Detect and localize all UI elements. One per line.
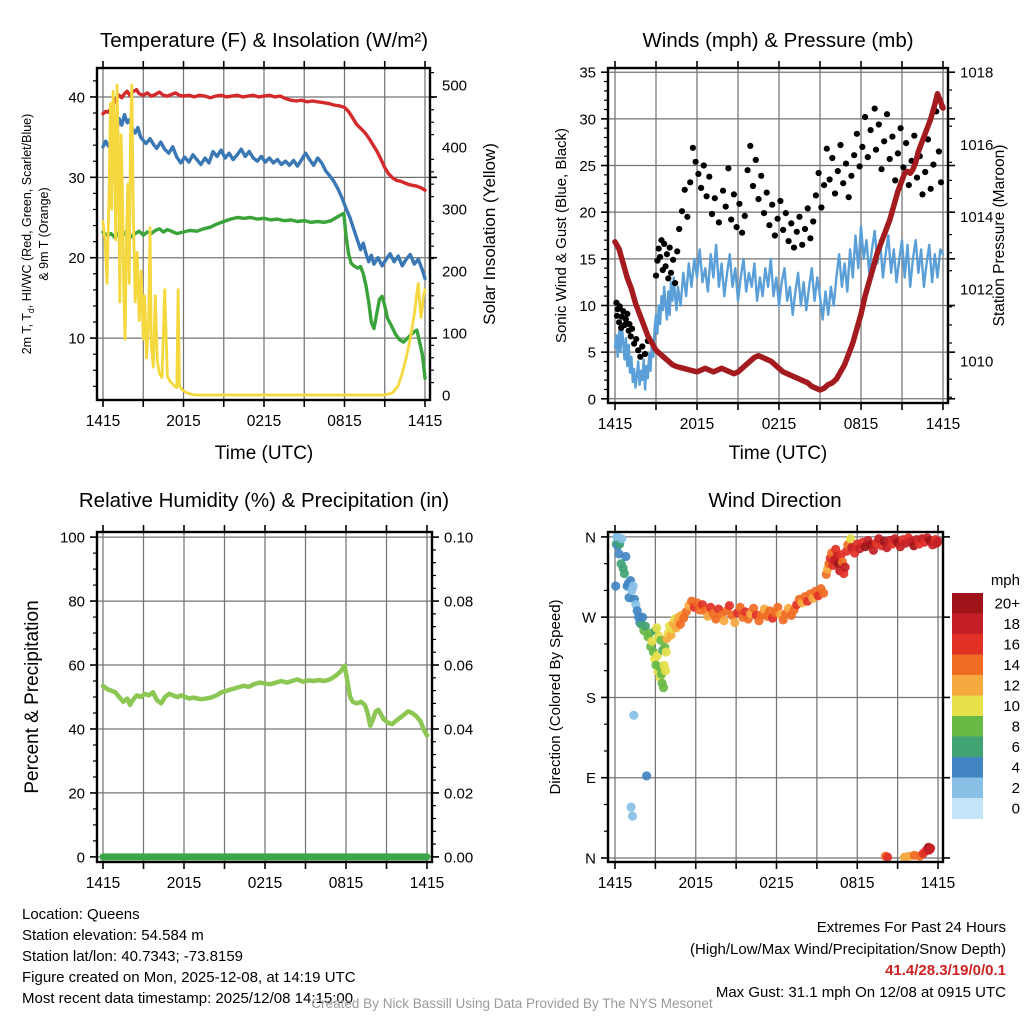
x-tick-label: 0815 [327, 413, 362, 430]
colorbar-label: 4 [1011, 759, 1020, 777]
y-axis-label-right: Solar Insolation (Yellow) [480, 143, 499, 325]
colorbar-label: 12 [1003, 677, 1020, 695]
colorbar-label: 10 [1003, 697, 1020, 715]
station-info [22, 904, 356, 1009]
y-left-tick-label: 0 [587, 391, 596, 409]
y-left-tick-label: 40 [68, 721, 85, 739]
y-axis-label-left: Percent & Precipitation [22, 600, 43, 794]
colorbar-label: 0 [1011, 800, 1020, 818]
x-tick-label: 0215 [246, 413, 282, 430]
colorbar-label: 2 [1011, 779, 1020, 797]
chart-temperature-insolation [20, 29, 499, 464]
y-left-tick-label: 10 [68, 330, 85, 348]
x-tick-label: 0215 [761, 416, 797, 433]
y-right-tick-label: 500 [442, 77, 468, 95]
x-tick-label: 2015 [679, 416, 715, 433]
y-right-tick-label: 100 [442, 325, 468, 343]
extremes-title: Extremes For Past 24 Hours [816, 919, 1006, 936]
y-right-tick-label: 400 [442, 139, 468, 157]
x-tick-label: 1415 [407, 413, 443, 430]
y-left-tick-label: 20 [68, 785, 85, 803]
chart-title-winds-pressure: Winds (mph) & Pressure (mb) [642, 29, 914, 52]
speed-colorbar [952, 572, 1020, 819]
y-right-tick-label: 0.04 [444, 721, 474, 739]
y-right-tick-label: 200 [442, 263, 468, 281]
y-left-tick-label: W [581, 609, 596, 627]
y-axis-label-left: 2m T, $T_d$, HI/WC (Red, Green, Scarlet/Blue) [20, 113, 36, 355]
y-right-tick-label: 1012 [960, 281, 994, 299]
colorbar-label: 8 [1011, 718, 1020, 736]
chart-humidity-precipitation [22, 489, 473, 892]
x-tick-label: 0815 [840, 875, 875, 892]
y-right-tick-label: 0.00 [444, 849, 474, 867]
x-tick-label: 2015 [678, 875, 713, 892]
colorbar-label: 6 [1011, 738, 1020, 756]
credit-line: Created By Nick Bassill Using Data Provided By The NYS Mesonet [311, 996, 713, 1011]
y-left-tick-label: 30 [68, 169, 85, 187]
extremes-values: 41.4/28.3/19/0/0.1 [885, 962, 1006, 979]
y-left-tick-label: N [585, 850, 596, 868]
y-left-tick-label: 100 [59, 529, 85, 547]
y-right-tick-label: 0 [442, 387, 451, 405]
x-axis-label: Time (UTC) [214, 443, 314, 464]
colorbar-label: 16 [1003, 636, 1020, 654]
timestamp-line: Most recent data timestamp: 2025/12/08 14:15:00 [22, 990, 354, 1007]
y-axis-label-left: Direction (Colored By Speed) [547, 599, 564, 795]
x-tick-label: 1415 [409, 875, 445, 892]
y-axis-label-left: Sonic Wind & Gust (Blue, Black) [553, 127, 570, 344]
y-axis-label-left: & 9m T (Orange) [37, 187, 51, 281]
y-left-tick-label: 40 [68, 89, 85, 107]
location-line: Location: Queens [22, 906, 140, 923]
y-left-tick-label: 80 [68, 593, 85, 611]
y-right-tick-label: 1014 [960, 209, 994, 227]
y-axis-label-right: Station Pressure (Maroon) [991, 144, 1008, 327]
chart-title-humidity-precipitation: Relative Humidity (%) & Precipitation (in) [78, 489, 450, 512]
x-tick-label: 0215 [759, 875, 794, 892]
y-left-tick-label: 10 [579, 297, 596, 315]
x-axis-label: Time (UTC) [728, 443, 828, 464]
y-right-tick-label: 1016 [960, 136, 994, 154]
y-left-tick-label: 35 [579, 64, 596, 82]
colorbar-label: 14 [1003, 656, 1020, 674]
y-left-tick-label: S [585, 689, 596, 707]
y-right-tick-label: 0.02 [444, 785, 474, 803]
y-left-tick-label: 25 [579, 158, 596, 176]
x-tick-label: 1415 [597, 875, 633, 892]
x-tick-label: 1415 [85, 413, 121, 430]
x-tick-label: 2015 [166, 875, 202, 892]
y-left-tick-label: 20 [68, 250, 85, 268]
y-right-tick-label: 1010 [960, 353, 994, 371]
x-tick-label: 2015 [166, 413, 201, 430]
x-tick-label: 0815 [843, 416, 879, 433]
y-left-tick-label: 5 [587, 344, 596, 362]
y-right-tick-label: 0.06 [444, 657, 474, 675]
extremes-subtitle: (High/Low/Max Wind/Precipitation/Snow Depth) [690, 940, 1006, 958]
y-left-tick-label: 60 [68, 657, 85, 675]
y-left-tick-label: 0 [76, 849, 85, 867]
max-gust-line: Max Gust: 31.1 mph On 12/08 at 0915 UTC [715, 983, 1006, 1001]
colorbar-title: mph [990, 572, 1020, 589]
y-left-tick-label: 15 [579, 251, 596, 269]
y-left-tick-label: E [585, 770, 596, 788]
y-left-tick-label: N [585, 529, 596, 547]
x-tick-label: 0815 [328, 875, 364, 892]
chart-title-temperature-insolation: Temperature (F) & Insolation (W/m²) [99, 29, 429, 52]
chart-title-wind-direction: Wind Direction [708, 489, 842, 512]
elevation-line: Station elevation: 54.584 m [22, 927, 204, 944]
extremes-info [690, 917, 1006, 1003]
chart-wind-direction [547, 489, 955, 892]
created-line: Figure created on Mon, 2025-12-08, at 14:19 UTC [22, 969, 356, 986]
x-tick-label: 1415 [920, 875, 956, 892]
x-tick-label: 0215 [247, 875, 283, 892]
x-tick-label: 1415 [85, 875, 121, 892]
y-right-tick-label: 300 [442, 201, 468, 219]
y-right-tick-label: 0.10 [444, 529, 474, 547]
y-left-tick-label: 30 [579, 111, 596, 129]
y-right-tick-label: 1018 [960, 64, 994, 82]
y-left-tick-label: 20 [579, 204, 596, 222]
latlon-line: Station lat/lon: 40.7343; -73.8159 [22, 948, 244, 965]
x-tick-label: 1415 [925, 416, 961, 433]
colorbar-label: 18 [1003, 615, 1020, 633]
chart-winds-pressure [553, 29, 1008, 464]
x-tick-label: 1415 [597, 416, 633, 433]
y-right-tick-label: 0.08 [444, 593, 474, 611]
colorbar-label: 20+ [994, 595, 1020, 613]
